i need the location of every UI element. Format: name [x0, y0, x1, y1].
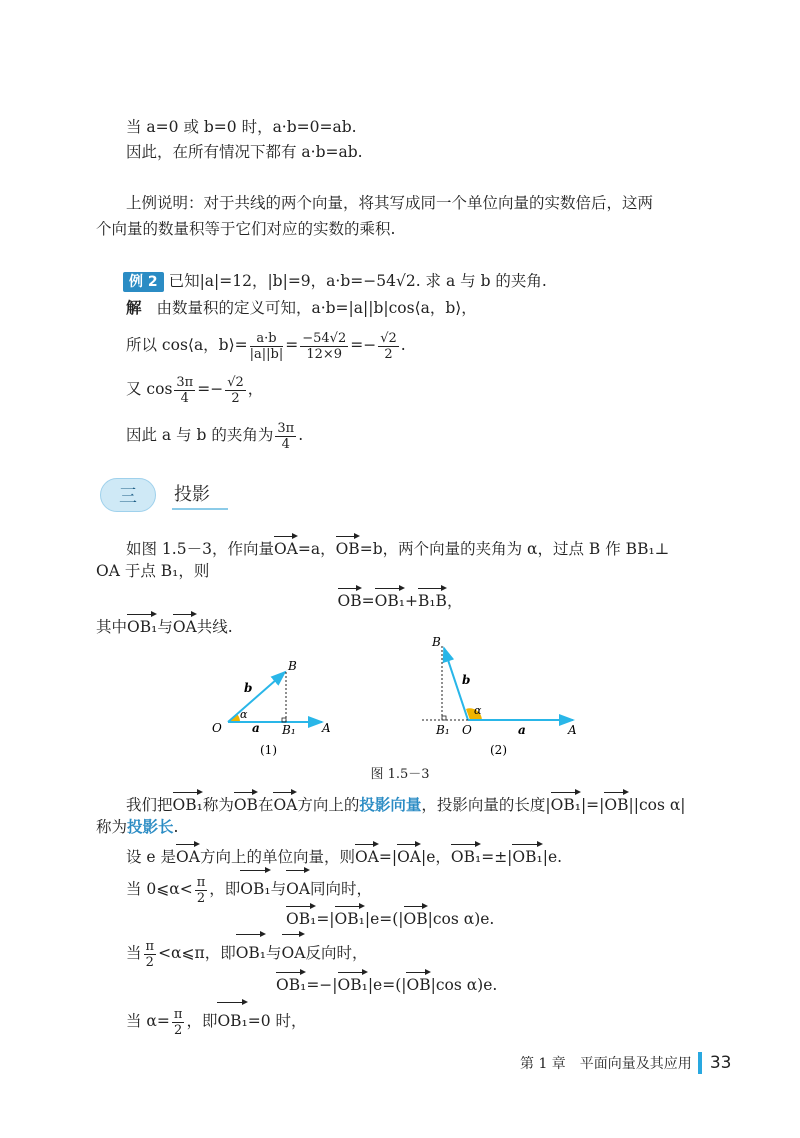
text: ||cos α| [628, 796, 686, 814]
right-angle-mark [442, 716, 446, 720]
frac-den: 2 [231, 390, 240, 406]
equation-1 [0, 586, 800, 612]
para-2-line-2 [96, 816, 178, 838]
plus: + [404, 592, 418, 610]
vector-b-arrow [228, 672, 285, 722]
para-2-line-1 [126, 790, 686, 816]
frac-num: 3π [277, 420, 295, 436]
case-1-equation [286, 904, 494, 930]
equals: =− [197, 380, 224, 398]
solution-line-1 [126, 297, 477, 319]
text: 当 [126, 944, 142, 962]
period: . [400, 336, 406, 354]
example-badge: 例 2 [123, 272, 164, 292]
vector-OB1: OB₁ [127, 612, 157, 638]
vector-OA: OA [176, 842, 200, 868]
figure-right [422, 635, 577, 757]
text: ，投影向量的长度| [421, 796, 551, 814]
solution-line-2 [126, 328, 406, 362]
vector-OB1: OB₁ [338, 970, 368, 996]
solution-line-4 [126, 418, 303, 452]
equals: =− [350, 336, 377, 354]
footer-divider [698, 1052, 702, 1074]
period: . [298, 426, 304, 444]
solution-text-4: 因此 a 与 b 的夹角为 [126, 426, 274, 444]
text: 同向时， [310, 880, 373, 898]
frac-den: 2 [174, 1022, 183, 1038]
vector-OA: OA [173, 612, 197, 638]
label-a: a [252, 721, 260, 735]
fraction [172, 1007, 185, 1038]
label-O: O [462, 723, 472, 737]
figure-left [212, 659, 331, 757]
vector-B1B: B₁B [418, 586, 447, 612]
frac-den: 2 [145, 954, 154, 970]
example-statement [123, 270, 547, 292]
text: =±| [481, 848, 513, 866]
frac-den: 12×9 [306, 346, 343, 362]
text: =−| [306, 976, 338, 994]
text: 设 e 是 [126, 848, 177, 866]
text: 其中 [96, 618, 128, 636]
text: |e. [542, 848, 563, 866]
vector-OB: OB [336, 534, 360, 560]
text: =| [378, 848, 398, 866]
frac-den: 4 [281, 436, 290, 452]
text-line-4: 个向量的数量积等于它们对应的实数的乘积. [96, 220, 396, 238]
page-footer [520, 1052, 731, 1074]
text: ，即 [209, 880, 241, 898]
frac-num: a·b [250, 331, 284, 347]
label-B1: B₁ [436, 723, 450, 737]
vector-OB1: OB₁ [217, 1000, 247, 1038]
label-A: A [322, 721, 331, 735]
text: 与 [270, 880, 287, 898]
fraction [275, 421, 296, 452]
text: 我们把 [126, 796, 173, 814]
solution-line-3 [126, 372, 263, 406]
vector-OB1: OB₁ [375, 586, 405, 612]
frac-den: 2 [384, 346, 393, 362]
label-B: B [288, 659, 297, 673]
case-2-equation [276, 970, 497, 996]
frac-num: π [173, 1006, 183, 1022]
para-3-line-1 [126, 842, 562, 868]
text: 如图 1.5－3，作向量 [126, 540, 274, 558]
fraction [378, 331, 399, 362]
text: . [173, 818, 179, 836]
text: 当 0⩽α< [126, 880, 193, 898]
text: |e， [420, 848, 451, 866]
text: 反向时， [305, 944, 368, 962]
vector-OA: OA [282, 932, 306, 970]
text: =| [316, 910, 335, 928]
vector-OB: OB [604, 790, 628, 816]
text: |=| [580, 796, 605, 814]
fraction [225, 375, 246, 406]
subfigure-label: (1) [260, 743, 277, 757]
vector-OB1: OB₁ [451, 842, 481, 868]
para-1-line-2: OA 于点 B₁，则 [96, 562, 210, 580]
case-3-line [126, 1000, 307, 1038]
text-line-3: 上例说明：对于共线的两个向量，将其写成同一个单位向量的实数倍后，这两 [126, 194, 654, 212]
comma: ， [446, 592, 463, 610]
fraction [300, 331, 348, 362]
text: 称为 [96, 818, 128, 836]
vector-OB: OB [234, 790, 258, 816]
solution-text-1: 由数量积的定义可知，a·b=|a||b|cos⟨a，b⟩， [156, 299, 477, 317]
frac-num: π [145, 938, 155, 954]
fraction [195, 875, 208, 906]
text: |e=(| [367, 976, 407, 994]
vector-OB1: OB₁ [551, 790, 581, 816]
vector-OB1: OB₁ [173, 790, 203, 816]
page-number: 33 [709, 1053, 732, 1073]
keyword-projection-vector: 投影向量 [359, 795, 422, 814]
text: ，即 [186, 1012, 218, 1030]
text: |cos α)e. [427, 910, 495, 928]
fraction [144, 939, 157, 970]
solution-label: 解 [126, 298, 142, 317]
subfigure-label: (2) [490, 743, 507, 757]
frac-num: √2 [380, 330, 397, 346]
text-line-1: 当 a=0 或 b=0 时，a·b=0=ab. [126, 118, 357, 136]
text-line-2: 因此，在所有情况下都有 a·b=ab. [126, 143, 363, 161]
vector-OB1: OB₁ [335, 904, 365, 930]
section-heading [100, 478, 228, 512]
label-B1: B₁ [282, 723, 296, 737]
section-title: 投影 [172, 480, 228, 510]
vector-OA: OA [397, 842, 421, 868]
vector-OB1: OB₁ [240, 868, 270, 906]
figure-caption: 图 1.5－3 [370, 767, 430, 782]
example-text: 已知|a|=12，|b|=9，a·b=−54√2. 求 a 与 b 的夹角. [168, 272, 547, 290]
text: 共线. [196, 618, 233, 636]
text: 方向上的单位向量，则 [199, 848, 355, 866]
label-b: b [462, 673, 471, 687]
comma: ， [247, 380, 264, 398]
frac-den: |a||b| [249, 346, 284, 362]
vector-OB1: OB₁ [286, 904, 316, 930]
text: =0 时， [247, 1012, 307, 1030]
text: =b，两个向量的夹角为 α，过点 B 作 BB₁⊥ [359, 540, 670, 558]
footer-chapter: 第 1 章 平面向量及其应用 [520, 1056, 692, 1072]
text: 当 α= [126, 1012, 170, 1030]
frac-num: −54√2 [302, 330, 347, 346]
keyword-projection-length: 投影长 [127, 817, 174, 836]
vector-OB1: OB₁ [236, 932, 266, 970]
text: 与 [266, 944, 282, 962]
label-A: A [568, 723, 577, 737]
text: 称为 [202, 796, 234, 814]
frac-den: 2 [196, 890, 206, 906]
label-alpha: α [474, 704, 482, 717]
vector-OB: OB [404, 904, 428, 930]
solution-text-3: 又 cos [126, 380, 173, 398]
label-b: b [244, 681, 253, 695]
case-2-line [126, 932, 367, 970]
label-a: a [518, 723, 526, 737]
label-B: B [432, 635, 441, 649]
label-O: O [212, 721, 222, 735]
vector-OB: OB [406, 970, 430, 996]
frac-num: π [196, 874, 206, 890]
vector-OA: OA [355, 842, 379, 868]
text: =a， [297, 540, 336, 558]
label-alpha: α [240, 708, 248, 721]
text: 与 [157, 618, 173, 636]
equals: = [361, 592, 375, 610]
frac-den: 4 [180, 390, 189, 406]
fraction [250, 331, 284, 362]
vector-OB: OB [338, 586, 362, 612]
frac-num: √2 [227, 374, 244, 390]
vector-OA: OA [274, 534, 298, 560]
frac-num: 3π [176, 374, 194, 390]
vector-OA: OA [273, 790, 297, 816]
vector-OB1: OB₁ [512, 842, 542, 868]
text: |e=(| [364, 910, 404, 928]
vector-OB1: OB₁ [276, 970, 306, 996]
para-1-line-1 [126, 534, 669, 560]
text: 在 [257, 796, 274, 814]
text: |cos α)e. [430, 976, 498, 994]
text: 方向上的 [297, 796, 360, 814]
fraction [174, 375, 195, 406]
case-1-line [126, 868, 372, 906]
vector-OA: OA [286, 868, 310, 906]
text: <α⩽π，即 [158, 944, 236, 962]
section-number: 三 [100, 478, 156, 512]
equals: = [285, 336, 299, 354]
solution-text-2: 所以 cos⟨a，b⟩= [126, 336, 248, 354]
